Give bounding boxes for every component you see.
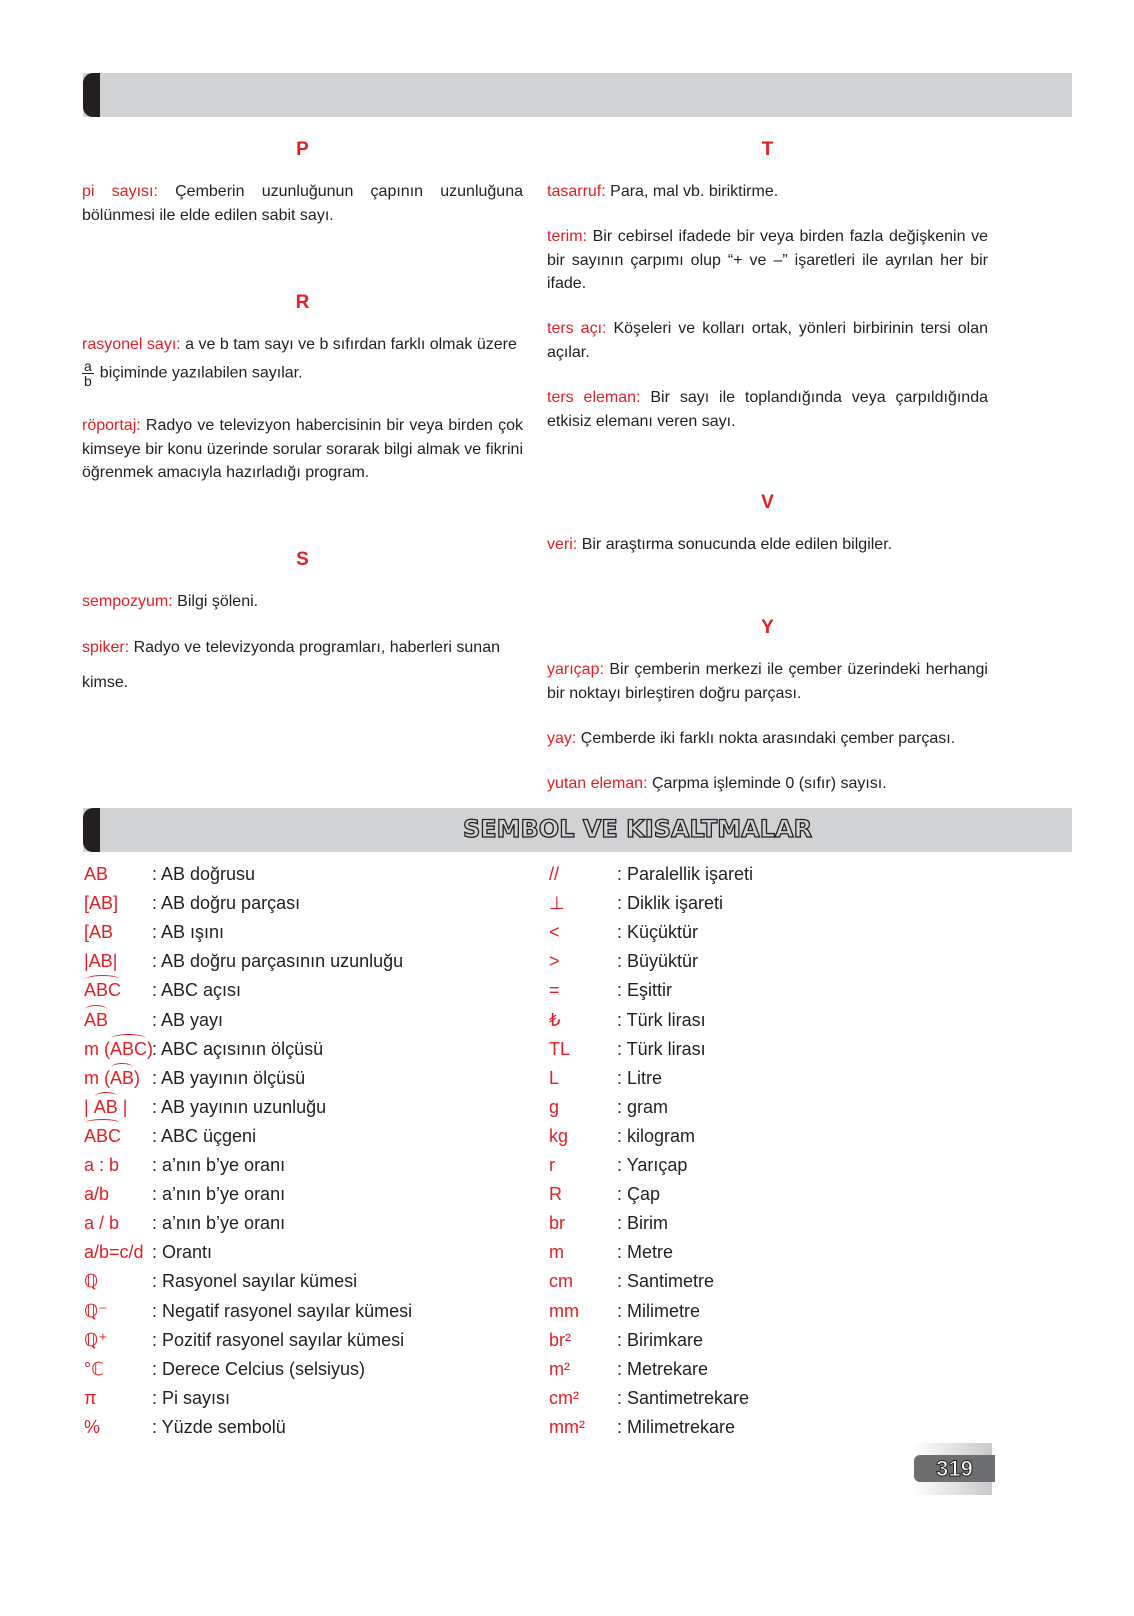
definition-cont: biçiminde yazılabilen sayılar. (99, 364, 303, 382)
symbol: TL (549, 1038, 571, 1059)
glossary-entry-sempozyum (82, 590, 523, 614)
symbol-description: : Pozitif rasyonel sayılar kümesi (152, 1329, 405, 1350)
symbol: mm (549, 1300, 579, 1321)
symbol-description: : AB yayının ölçüsü (152, 1067, 306, 1088)
symbol (84, 976, 121, 1005)
symbol-description: : Negatif rasyonel sayılar kümesi (152, 1300, 413, 1321)
definition: Bir çemberin merkezi ile çember üzerindeki herhangi bir noktayı birleştiren doğru parçası. (547, 661, 988, 702)
symbol-description: : Milimetre (617, 1300, 701, 1321)
glossary-entry-yutan (547, 772, 988, 796)
definition: Köşeleri ve kolları ortak, yönleri birbirinin tersi olan açılar. (547, 320, 989, 361)
symbol-description: : Paralellik işareti (617, 864, 754, 884)
symbol-description: : AB doğru parçasının uzunluğu (152, 951, 404, 972)
symbol-description: : Metrekare (617, 1358, 709, 1379)
term: terim: (547, 228, 587, 245)
letter-heading-r: R (295, 292, 310, 313)
symbol: a/b=c/d (84, 1242, 144, 1263)
term: tasarruf: (547, 183, 606, 200)
symbol-description: : Derece Celcius (selsiyus) (152, 1358, 366, 1379)
definition: Çemberin uzunluğunun çapının uzunluğuna bölünmesi ile elde edilen sabit sayı. (82, 183, 523, 224)
term: ters eleman: (547, 389, 641, 406)
symbol: r (549, 1155, 555, 1175)
glossary-entry-spiker (82, 636, 523, 694)
symbol-description: : Litre (617, 1067, 663, 1088)
term: rasyonel sayı: (82, 336, 181, 353)
symbol-description: : Birimkare (617, 1329, 704, 1350)
definition-cont: kimse. (82, 673, 129, 691)
symbol-description: : a’nın b’ye oranı (152, 1184, 286, 1205)
symbol-description: : AB ışını (152, 922, 225, 943)
glossary-entry-tasarruf (547, 180, 988, 204)
definition: Radyo ve televizyonda programları, haberleri sunan (133, 639, 500, 656)
symbol: % (84, 1416, 101, 1437)
symbol: ℚ⁺ (84, 1329, 108, 1350)
definition: Bir sayı ile toplandığında veya çarpıldığında etkisiz elemanı veren sayı. (547, 389, 988, 430)
symbol: kg (549, 1125, 569, 1146)
symbol-description: : kilogram (617, 1125, 696, 1146)
letter-heading-t: T (761, 139, 774, 160)
symbol-description: : AB doğrusu (152, 864, 256, 884)
symbol: < (549, 922, 560, 943)
symbol: m (ABC) (84, 1035, 153, 1064)
symbol: π (84, 1387, 97, 1408)
denominator: b (84, 372, 92, 389)
triangle-symbol: ABC (84, 1122, 121, 1151)
term: yarıçap: (547, 661, 604, 678)
letter-heading-p: P (296, 139, 309, 160)
symbol-description: : Diklik işareti (617, 893, 724, 914)
symbol-description: : Eşittir (617, 980, 673, 1001)
term: röportaj: (82, 417, 141, 434)
symbol-description: : Türk lirası (617, 1038, 706, 1059)
symbol-description: : Orantı (152, 1242, 213, 1263)
symbol: ⊥ (549, 893, 565, 914)
symbol: = (549, 980, 560, 1001)
symbol: mm² (549, 1416, 585, 1437)
symbol-description: : AB yayı (152, 1009, 224, 1030)
symbol: |AB| (84, 951, 118, 972)
fraction (82, 359, 94, 388)
term: ters açı: (547, 320, 607, 337)
symbol: L (549, 1067, 560, 1088)
symbol-description: : Milimetrekare (617, 1416, 736, 1437)
symbol: | AB | (84, 1093, 127, 1122)
symbol-description: : Yarıçap (617, 1155, 688, 1175)
term: yutan eleman: (547, 775, 648, 792)
symbol: R (549, 1184, 562, 1205)
symbol-description: : gram (617, 1096, 669, 1117)
symbol (84, 1122, 121, 1151)
symbol-description: : AB doğru parçası (152, 893, 301, 914)
definition: a ve b tam sayı ve b sıfırdan farklı olmak üzere (185, 336, 517, 353)
definition: Çemberde iki farklı nokta arasındaki çember parçası. (580, 730, 956, 747)
page-number-badge (912, 1443, 992, 1495)
symbol: m (549, 1242, 564, 1263)
symbol-description: : Büyüktür (617, 951, 699, 972)
definition: Bilgi şöleni. (177, 593, 259, 610)
symbol: br (549, 1213, 566, 1234)
symbol-description: : ABC üçgeni (152, 1125, 257, 1146)
symbol-description: : Santimetre (617, 1271, 715, 1292)
symbol: // (549, 864, 560, 884)
glossary-entry-yay (547, 727, 988, 751)
symbol: cm² (549, 1387, 579, 1408)
glossary-entry-veri (547, 533, 988, 557)
symbol-description: : Santimetrekare (617, 1387, 750, 1408)
symbol: br² (549, 1329, 571, 1350)
symbol: [AB (84, 922, 114, 943)
symbol-description: : ABC açısı (152, 980, 242, 1001)
term: yay: (547, 730, 577, 747)
arc-symbol: AB (94, 1093, 118, 1122)
glossary-entry-pi (82, 180, 523, 227)
definition: Bir araştırma sonucunda elde edilen bilgiler. (581, 536, 893, 553)
symbol: m (AB) (84, 1064, 140, 1093)
section-title: SEMBOL VE KISALTMALAR (462, 815, 813, 843)
symbol-description: : a’nın b’ye oranı (152, 1213, 286, 1234)
term: veri: (547, 536, 578, 553)
letter-heading-v: V (761, 492, 774, 513)
definition: Radyo ve televizyon habercisinin bir veya birden çok kimseye bir konu üzerinde sorular sorarak bilgi almak ve fikrini öğrenmek amacıyla hazırladığı program. (82, 417, 524, 481)
page-number-box (914, 1455, 995, 1482)
definition: Para, mal vb. biriktirme. (610, 183, 779, 200)
arc-symbol: ABC (84, 976, 121, 1005)
header-tab (83, 73, 100, 117)
glossary-entry-ters-eleman (547, 386, 988, 433)
numerator: a (84, 357, 92, 374)
symbol-description: : Çap (617, 1184, 661, 1205)
symbol-description: : Küçüktür (617, 922, 699, 943)
symbol: °ℂ (84, 1358, 104, 1379)
symbol: ℚ (84, 1271, 99, 1292)
definition: Bir cebirsel ifadede bir veya birden fazla değişkenin ve bir sayının çarpımı olup “+ ve –” işaretleri ile ayrılan her bir ifade. (547, 228, 988, 292)
symbol-description: : AB yayının uzunluğu (152, 1096, 327, 1117)
symbol: g (549, 1096, 560, 1117)
arc-symbol: ABC (110, 1035, 147, 1064)
symbol: a / b (84, 1213, 120, 1234)
symbol: [AB] (84, 893, 119, 914)
symbol-description: : a’nın b’ye oranı (152, 1155, 286, 1175)
glossary-entry-yaricap (547, 658, 988, 705)
symbol-description: : Pi sayısı (152, 1387, 231, 1408)
symbol: cm (549, 1271, 573, 1292)
definition: Çarpma işleminde 0 (sıfır) sayısı. (651, 775, 887, 792)
glossary-entry-rasyonel (82, 333, 523, 388)
symbol: ₺ (549, 1009, 561, 1030)
glossary-entry-terim (547, 225, 988, 296)
page-number: 319 (936, 1456, 973, 1481)
symbol-description: : Yüzde sembolü (152, 1416, 286, 1437)
symbol: m² (549, 1358, 570, 1379)
symbol: a : b (84, 1155, 120, 1175)
letter-heading-y: Y (761, 617, 774, 638)
top-header-bar (83, 73, 1072, 117)
symbol-description: : Rasyonel sayılar kümesi (152, 1271, 358, 1292)
letter-heading-s: S (296, 549, 309, 570)
symbol-description: : Metre (617, 1242, 674, 1263)
term: spiker: (82, 639, 130, 656)
arc-symbol: AB (110, 1064, 134, 1093)
glossary-entry-roportaj (82, 414, 523, 485)
symbol-description: : Türk lirası (617, 1009, 706, 1030)
symbol (84, 1006, 108, 1035)
symbol-description: : ABC açısının ölçüsü (152, 1038, 324, 1059)
section-header-bar (83, 808, 1072, 852)
symbol: ℚ⁻ (84, 1300, 108, 1321)
symbol-description: : Birim (617, 1213, 668, 1234)
term: sempozyum: (82, 593, 173, 610)
symbol: > (549, 951, 560, 972)
symbol: AB (84, 864, 109, 884)
symbol: a/b (84, 1184, 110, 1205)
term: pi sayısı: (82, 183, 158, 200)
glossary-entry-ters-aci (547, 317, 988, 364)
arc-symbol: AB (84, 1006, 108, 1035)
